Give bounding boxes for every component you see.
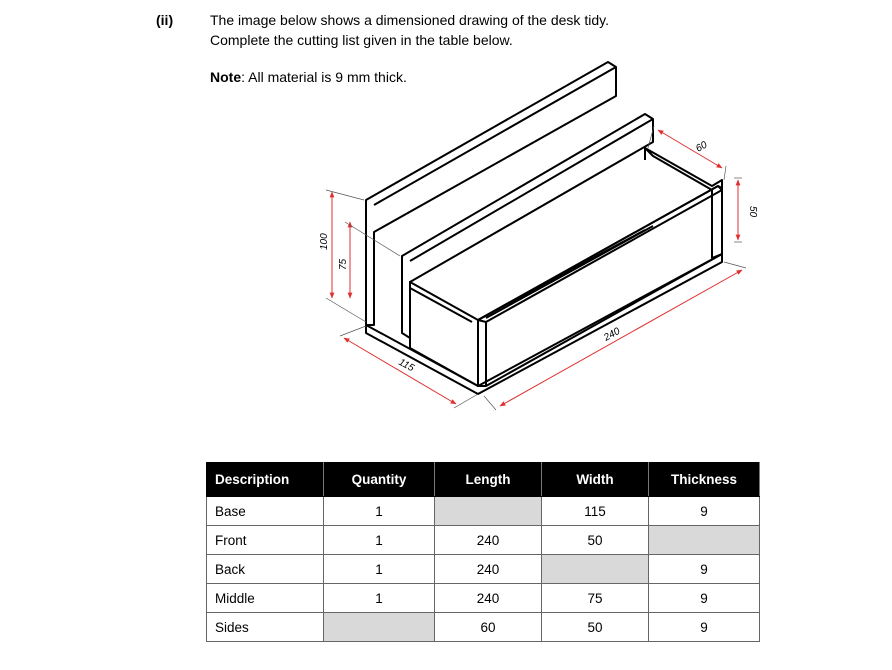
cell-length: 240 — [435, 526, 542, 555]
question-line-2: Complete the cutting list given in the table below. — [210, 32, 513, 48]
dim-label-100: 100 — [319, 233, 330, 250]
note-label: Note — [210, 69, 242, 85]
table-row — [207, 497, 760, 526]
question-number: (ii) — [156, 12, 174, 28]
cell-description: Middle — [207, 584, 324, 613]
cell-description: Front — [207, 526, 324, 555]
cell-description: Base — [207, 497, 324, 526]
dim-label-115: 115 — [396, 356, 416, 375]
header-thickness: Thickness — [649, 463, 760, 497]
header-description: Description — [207, 463, 324, 497]
answer-cell-width[interactable] — [542, 555, 649, 584]
cell-quantity: 1 — [324, 526, 435, 555]
table-header-row — [207, 463, 760, 497]
cell-quantity: 1 — [324, 497, 435, 526]
cell-width: 50 — [542, 613, 649, 642]
desk-tidy-outline — [366, 62, 722, 394]
header-width: Width — [542, 463, 649, 497]
dim-label-75: 75 — [338, 258, 349, 270]
cell-description: Sides — [207, 613, 324, 642]
table-row — [207, 613, 760, 642]
answer-cell-quantity[interactable] — [324, 613, 435, 642]
cell-description: Back — [207, 555, 324, 584]
cell-quantity: 1 — [324, 584, 435, 613]
cell-length: 60 — [435, 613, 542, 642]
answer-cell-thickness[interactable] — [649, 526, 760, 555]
note-text: : All material is 9 mm thick. — [241, 69, 407, 85]
cutting-list-table — [206, 462, 760, 642]
cell-quantity: 1 — [324, 555, 435, 584]
cell-thickness: 9 — [649, 584, 760, 613]
cell-thickness: 9 — [649, 613, 760, 642]
cell-length: 240 — [435, 555, 542, 584]
table-row — [207, 584, 760, 613]
cell-thickness: 9 — [649, 497, 760, 526]
dim-label-240: 240 — [602, 325, 623, 344]
table-row — [207, 555, 760, 584]
answer-cell-length[interactable] — [435, 497, 542, 526]
cell-width: 50 — [542, 526, 649, 555]
header-quantity: Quantity — [324, 463, 435, 497]
desk-tidy-drawing — [300, 55, 760, 425]
table-row — [207, 526, 760, 555]
dim-label-50: 50 — [747, 206, 758, 218]
cell-width: 75 — [542, 584, 649, 613]
header-length: Length — [435, 463, 542, 497]
cell-width: 115 — [542, 497, 649, 526]
cell-length: 240 — [435, 584, 542, 613]
cell-thickness: 9 — [649, 555, 760, 584]
dim-label-60: 60 — [694, 139, 710, 155]
question-line-1: The image below shows a dimensioned drawing of the desk tidy. — [210, 12, 609, 28]
